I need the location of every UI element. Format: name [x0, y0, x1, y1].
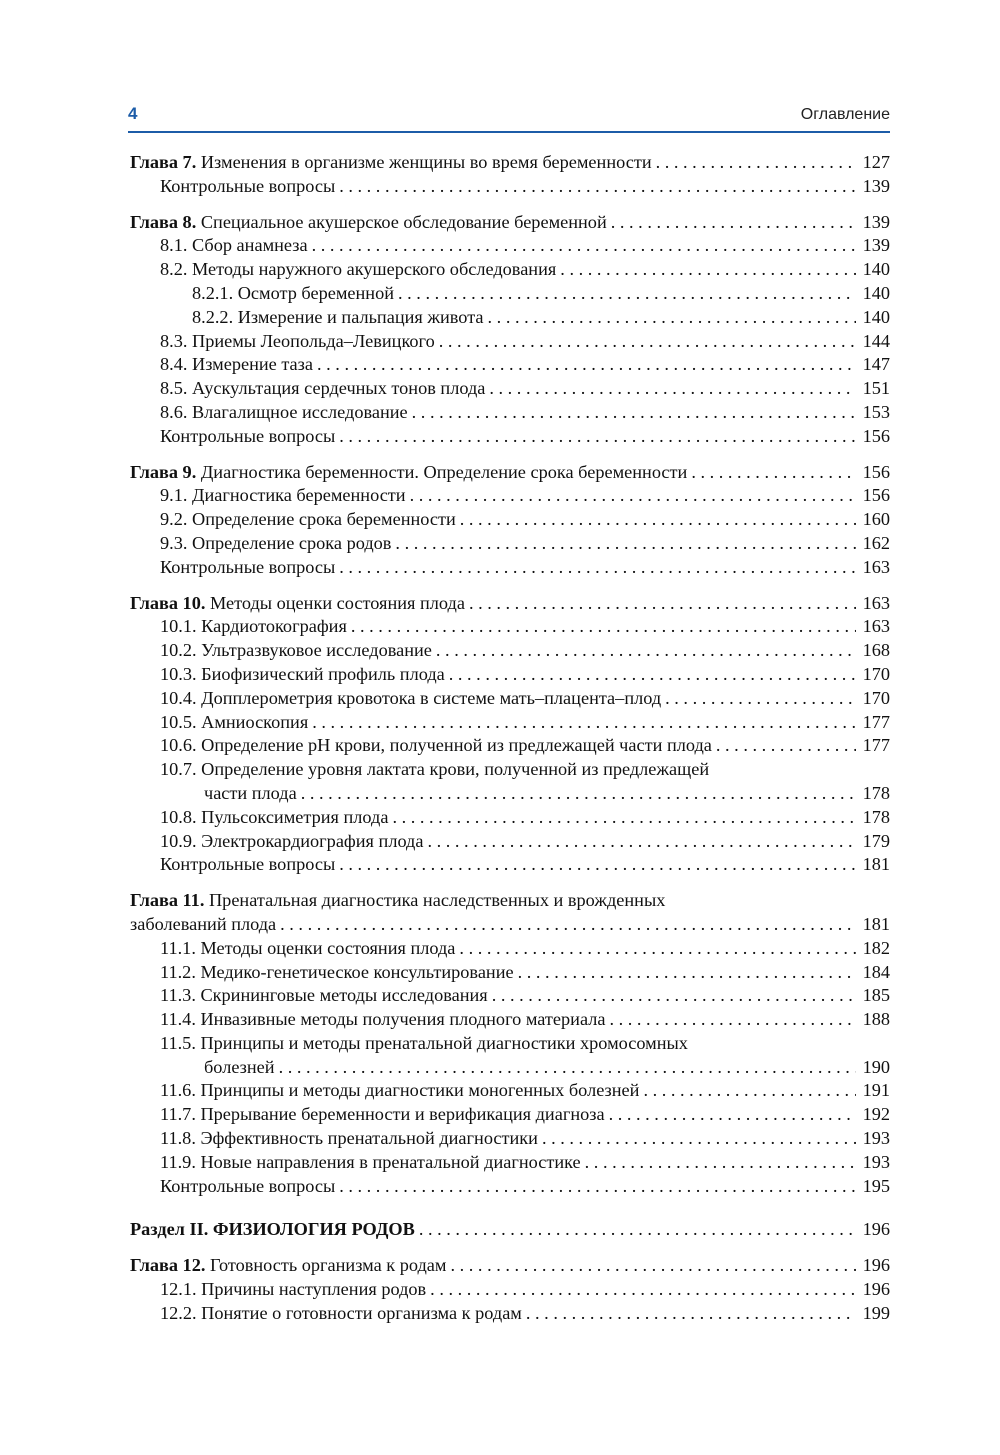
- toc-entry-prefix: Глава 10.: [130, 592, 206, 613]
- toc-entry-text: [160, 830, 423, 854]
- toc-page-number: 179: [862, 830, 890, 851]
- toc-page-number: 185: [862, 985, 890, 1006]
- toc-entry-title: 8.4. Измерение таза: [160, 354, 314, 375]
- toc-entry-text: [160, 258, 556, 282]
- toc-entry: [130, 758, 890, 782]
- toc-entry: [130, 734, 890, 758]
- toc-entry-text: [160, 1079, 639, 1103]
- toc-page-number: 193: [862, 1151, 890, 1172]
- toc-entry-text: [130, 913, 276, 937]
- toc-entry-text: [160, 687, 661, 711]
- toc-entry-title: Методы оценки состояния плода: [205, 592, 465, 613]
- dot-leader: [691, 461, 856, 485]
- toc-page-number: 195: [862, 1175, 890, 1196]
- toc-entry: [130, 1254, 890, 1278]
- toc-entry: [130, 1151, 890, 1175]
- toc-entry-title: 8.2.2. Измерение и пальпация живота: [192, 306, 484, 327]
- toc-entry-text: [160, 961, 514, 985]
- toc-entry: [130, 151, 890, 175]
- toc-entry: [130, 258, 890, 282]
- toc-entry-title: Контрольные вопросы: [160, 854, 336, 875]
- toc-entry-title: Контрольные вопросы: [160, 556, 336, 577]
- dot-leader: [665, 687, 856, 711]
- toc-entry-text: [160, 1278, 426, 1302]
- dot-leader: [339, 1175, 856, 1199]
- dot-leader: [317, 353, 856, 377]
- toc-entry: [130, 830, 890, 854]
- toc-entry: [130, 687, 890, 711]
- toc-page-number: 178: [862, 806, 890, 827]
- table-of-contents: [130, 151, 890, 1326]
- toc-page-number: 140: [862, 306, 890, 327]
- toc-entry: [130, 1008, 890, 1032]
- dot-leader: [339, 853, 856, 877]
- toc-page-number: 181: [862, 854, 890, 875]
- toc-entry-text: [130, 1254, 447, 1278]
- toc-page-number: 188: [862, 1009, 890, 1030]
- toc-entry-title: Готовность организма к родам: [205, 1255, 447, 1276]
- toc-entry: [130, 806, 890, 830]
- toc-entry-text: [192, 282, 394, 306]
- dot-leader: [439, 330, 856, 354]
- toc-entry-text: [160, 1008, 605, 1032]
- toc-page-number: 192: [862, 1104, 890, 1125]
- dot-leader: [469, 592, 856, 616]
- toc-entry: [130, 461, 890, 485]
- dot-leader: [398, 282, 856, 306]
- toc-page-number: 184: [862, 961, 890, 982]
- toc-entry-title: 10.1. Кардиотокография: [160, 616, 347, 637]
- toc-entry-text: [160, 615, 347, 639]
- toc-entry-prefix: Глава 9.: [130, 461, 197, 482]
- toc-entry: [130, 306, 890, 330]
- toc-entry-text: [160, 806, 388, 830]
- toc-entry-title: 8.5. Аускультация сердечных тонов плода: [160, 378, 486, 399]
- dot-leader: [339, 556, 856, 580]
- toc-entry-text: [130, 889, 665, 913]
- toc-entry: [130, 175, 890, 199]
- toc-page-number: 196: [862, 1255, 890, 1276]
- dot-leader: [427, 830, 856, 854]
- toc-entry-text: [160, 377, 485, 401]
- toc-entry-text: [204, 782, 297, 806]
- dot-leader: [339, 175, 856, 199]
- toc-page-number: 163: [862, 592, 890, 613]
- toc-page-number: 139: [862, 235, 890, 256]
- toc-entry-title: 12.2. Понятие о готовности организма к родам: [160, 1302, 522, 1323]
- toc-entry-title: 11.2. Медико-генетическое консультирование: [160, 961, 514, 982]
- toc-entry-title: заболеваний плода: [130, 913, 277, 934]
- running-title: Оглавление: [800, 106, 890, 123]
- toc-page-number: 181: [862, 913, 890, 934]
- dot-leader: [492, 984, 856, 1008]
- dot-leader: [312, 234, 856, 258]
- toc-entry: [130, 508, 890, 532]
- toc-entry-title: 9.3. Определение срока родов: [160, 532, 392, 553]
- dot-leader: [609, 1008, 856, 1032]
- toc-page-number: 163: [862, 616, 890, 637]
- toc-entry: [130, 1302, 890, 1326]
- toc-entry: [130, 853, 890, 877]
- toc-entry-text: [160, 532, 391, 556]
- toc-entry-title: Контрольные вопросы: [160, 175, 336, 196]
- dot-leader: [656, 151, 856, 175]
- toc-page-number: 182: [862, 937, 890, 958]
- toc-entry: [130, 1032, 890, 1056]
- dot-leader: [518, 961, 856, 985]
- toc-page-number: 168: [862, 640, 890, 661]
- toc-entry: [130, 282, 890, 306]
- toc-entry-title: 8.2.1. Осмотр беременной: [192, 282, 395, 303]
- toc-entry-title: 9.1. Диагностика беременности: [160, 485, 406, 506]
- toc-entry-title: 8.1. Сбор анамнеза: [160, 235, 308, 256]
- toc-entry-text: [192, 306, 484, 330]
- toc-page-number: 196: [862, 1219, 890, 1240]
- toc-entry-title: 11.6. Принципы и методы диагностики моногенных болезней: [160, 1080, 640, 1101]
- toc-entry: [130, 889, 890, 913]
- toc-page-number: 170: [862, 663, 890, 684]
- toc-page-number: 139: [862, 211, 890, 232]
- toc-entry: [130, 1218, 890, 1242]
- dot-leader: [460, 508, 856, 532]
- toc-entry-text: [160, 1175, 335, 1199]
- toc-entry: [130, 961, 890, 985]
- toc-entry-title: 11.3. Скрининговые методы исследования: [160, 985, 488, 1006]
- toc-entry: [130, 984, 890, 1008]
- toc-entry: [130, 556, 890, 580]
- toc-entry-text: [160, 937, 455, 961]
- toc-entry-title: 12.1. Причины наступления родов: [160, 1279, 427, 1300]
- toc-entry-title: Контрольные вопросы: [160, 425, 336, 446]
- toc-entry-title: 10.8. Пульсоксиметрия плода: [160, 806, 389, 827]
- toc-entry: [130, 782, 890, 806]
- toc-entry-title: 11.9. Новые направления в пренатальной диагностике: [160, 1151, 581, 1172]
- toc-entry-title: 8.3. Приемы Леопольда–Левицкого: [160, 330, 435, 351]
- toc-entry-text: [130, 592, 465, 616]
- dot-leader: [280, 913, 856, 937]
- toc-entry-prefix: Глава 11.: [130, 890, 205, 911]
- toc-page-number: 190: [862, 1056, 890, 1077]
- toc-entry-text: [160, 734, 712, 758]
- toc-entry: [130, 937, 890, 961]
- toc-entry-title: 9.2. Определение срока беременности: [160, 509, 456, 530]
- toc-entry-title: 8.2. Методы наружного акушерского обследования: [160, 259, 557, 280]
- toc-entry-title: болезней: [204, 1056, 275, 1077]
- toc-entry-text: [130, 1218, 415, 1242]
- toc-entry-title: 10.4. Допплерометрия кровотока в системе мать–плацента–плод: [160, 687, 662, 708]
- toc-entry-text: [160, 1032, 688, 1056]
- toc-entry-title: 10.7. Определение уровня лактата крови, полученной из предлежащей: [160, 759, 710, 780]
- toc-page-number: 139: [862, 175, 890, 196]
- dot-leader: [560, 258, 856, 282]
- dot-leader: [449, 663, 856, 687]
- toc-page-number: 156: [862, 485, 890, 506]
- toc-entry: [130, 615, 890, 639]
- toc-entry-title: Диагностика беременности. Определение срока беременности: [196, 461, 688, 482]
- toc-entry: [130, 211, 890, 235]
- page-number: 4: [128, 104, 138, 123]
- toc-entry-text: [160, 1302, 522, 1326]
- dot-leader: [419, 1218, 856, 1242]
- toc-entry-title: 10.9. Электрокардиография плода: [160, 830, 424, 851]
- toc-page-number: 178: [862, 782, 890, 803]
- toc-entry-prefix: Глава 7.: [130, 152, 197, 172]
- toc-entry: [130, 711, 890, 735]
- toc-entry-title: 11.7. Прерывание беременности и верификация диагноза: [160, 1104, 605, 1125]
- dot-leader: [585, 1151, 856, 1175]
- toc-page-number: 163: [862, 556, 890, 577]
- toc-entry: [130, 1175, 890, 1199]
- toc-page-number: 151: [862, 378, 890, 399]
- toc-page-number: 177: [862, 735, 890, 756]
- toc-entry-text: [160, 663, 445, 687]
- toc-page-number: 170: [862, 687, 890, 708]
- toc-page-number: 196: [862, 1279, 890, 1300]
- toc-entry-text: [160, 984, 488, 1008]
- dot-leader: [436, 639, 856, 663]
- toc-entry-text: [160, 175, 335, 199]
- toc-entry-prefix: Раздел II. ФИЗИОЛОГИЯ РОДОВ: [130, 1219, 415, 1240]
- dot-leader: [611, 211, 856, 235]
- toc-entry-text: [160, 758, 709, 782]
- dot-leader: [430, 1278, 856, 1302]
- toc-entry-text: [160, 639, 432, 663]
- toc-entry: [130, 234, 890, 258]
- toc-entry: [130, 1056, 890, 1080]
- toc-entry-title: 11.4. Инвазивные методы получения плодного материала: [160, 1009, 606, 1030]
- toc-entry-title: 10.2. Ультразвуковое исследование: [160, 640, 432, 661]
- toc-entry: [130, 401, 890, 425]
- toc-entry-text: [160, 508, 456, 532]
- toc-entry-title: Пренатальная диагностика наследственных и врожденных: [204, 890, 666, 911]
- toc-entry-prefix: Глава 8.: [130, 211, 197, 232]
- dot-leader: [489, 377, 856, 401]
- toc-entry-text: [160, 353, 313, 377]
- toc-entry-title: 11.1. Методы оценки состояния плода: [160, 937, 456, 958]
- toc-page-number: 177: [862, 711, 890, 732]
- dot-leader: [609, 1103, 856, 1127]
- toc-entry-text: [160, 401, 408, 425]
- toc-page-number: 199: [862, 1302, 890, 1323]
- toc-page-number: 162: [862, 532, 890, 553]
- dot-leader: [410, 484, 856, 508]
- toc-entry-prefix: Глава 12.: [130, 1255, 206, 1276]
- toc-entry: [130, 663, 890, 687]
- toc-entry-title: части плода: [204, 782, 297, 803]
- toc-page-number: 144: [862, 330, 890, 351]
- toc-page-number: 147: [862, 354, 890, 375]
- toc-entry: [130, 484, 890, 508]
- toc-page-number: 140: [862, 282, 890, 303]
- toc-entry: [130, 330, 890, 354]
- toc-page-number: 127: [862, 152, 890, 172]
- dot-leader: [395, 532, 856, 556]
- toc-page-number: 156: [862, 461, 890, 482]
- toc-entry: [130, 1127, 890, 1151]
- toc-entry: [130, 353, 890, 377]
- dot-leader: [643, 1079, 856, 1103]
- dot-leader: [279, 1056, 856, 1080]
- dot-leader: [351, 615, 856, 639]
- header-rule: [128, 131, 890, 133]
- toc-entry-text: [160, 1103, 605, 1127]
- toc-entry-text: [160, 425, 335, 449]
- toc-entry-title: 11.8. Эффективность пренатальной диагностики: [160, 1128, 538, 1149]
- toc-entry-text: [130, 151, 652, 175]
- dot-leader: [451, 1254, 857, 1278]
- toc-entry: [130, 639, 890, 663]
- dot-leader: [301, 782, 856, 806]
- toc-entry-title: 8.6. Влагалищное исследование: [160, 401, 408, 422]
- dot-leader: [412, 401, 856, 425]
- dot-leader: [459, 937, 856, 961]
- toc-entry: [130, 913, 890, 937]
- toc-entry-title: Специальное акушерское обследование беременной: [196, 211, 607, 232]
- toc-page-number: 156: [862, 425, 890, 446]
- dot-leader: [716, 734, 856, 758]
- toc-page-number: 140: [862, 259, 890, 280]
- toc-entry-text: [160, 711, 308, 735]
- toc-entry: [130, 532, 890, 556]
- dot-leader: [542, 1127, 856, 1151]
- toc-entry-text: [160, 1151, 581, 1175]
- toc-entry: [130, 1103, 890, 1127]
- toc-entry-text: [130, 461, 687, 485]
- toc-entry: [130, 425, 890, 449]
- toc-entry-text: [160, 330, 435, 354]
- toc-page-number: 191: [862, 1080, 890, 1101]
- toc-entry-text: [160, 234, 308, 258]
- toc-entry-text: [130, 211, 607, 235]
- toc-entry-title: 10.5. Амниоскопия: [160, 711, 309, 732]
- toc-entry-text: [160, 556, 335, 580]
- toc-entry: [130, 1079, 890, 1103]
- dot-leader: [526, 1302, 856, 1326]
- toc-entry-text: [160, 853, 335, 877]
- toc-entry-text: [204, 1056, 275, 1080]
- toc-entry-title: Изменения в организме женщины во время беременности: [196, 152, 652, 172]
- toc-entry-text: [160, 484, 406, 508]
- toc-page-number: 153: [862, 401, 890, 422]
- toc-page-number: 193: [862, 1128, 890, 1149]
- toc-entry-title: 10.3. Биофизический профиль плода: [160, 663, 445, 684]
- toc-entry: [130, 592, 890, 616]
- toc-entry: [130, 377, 890, 401]
- toc-entry: [130, 1278, 890, 1302]
- toc-entry-title: 11.5. Принципы и методы пренатальной диагностики хромосомных: [160, 1032, 688, 1053]
- dot-leader: [312, 711, 856, 735]
- toc-entry-title: 10.6. Определение pH крови, полученной из предлежащей части плода: [160, 735, 712, 756]
- dot-leader: [488, 306, 856, 330]
- dot-leader: [392, 806, 856, 830]
- toc-entry-text: [160, 1127, 538, 1151]
- toc-page-number: 160: [862, 509, 890, 530]
- dot-leader: [339, 425, 856, 449]
- toc-entry-title: Контрольные вопросы: [160, 1175, 336, 1196]
